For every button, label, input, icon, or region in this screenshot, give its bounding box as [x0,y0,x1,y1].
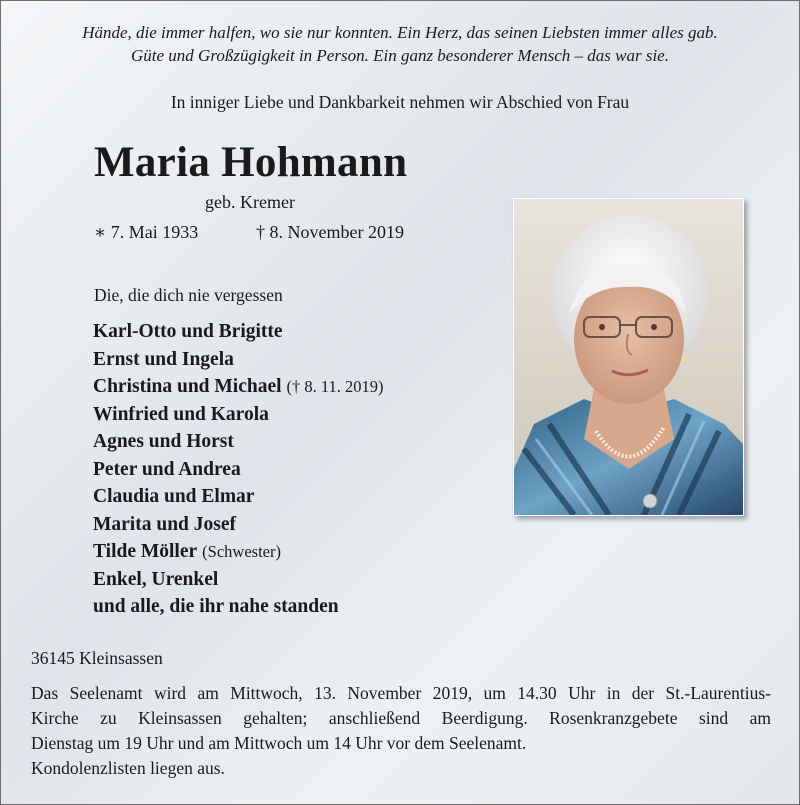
mourner-row [93,483,384,511]
mourner-name: Claudia und Elmar [93,486,255,507]
mourner-name: Marita und Josef [93,513,236,535]
mourner-row [93,593,384,621]
deceased-name: Maria Hohmann [94,139,408,186]
mourner-row [93,346,384,374]
mourner-name: und alle, die ihr nahe standen [93,596,339,617]
mourner-name: Karl-Otto und Brigitte [93,321,283,342]
mourner-row [93,373,384,401]
service-info [31,681,771,781]
intro-text: In inniger Liebe und Dankbarkeit nehmen wir Abschied von Frau [170,92,630,112]
service-line-3: Dienstag um 19 Uhr und am Mittwoch um 14 Uhr vor dem Seelenamt. [31,733,527,753]
mourner-row [93,318,384,346]
mourner-note: (Schwester) [202,542,281,561]
motto-line-1: Hände, die immer halfen, wo sie nur konnten. Ein Herz, das seinen Liebsten immer alles gab. [82,23,718,42]
service-line-2: Kirche zu Kleinsassen gehalten; anschließend Beerdigung. Rosenkranzgebete sind am [31,708,771,728]
mourner-row [93,538,384,566]
mourner-row [93,401,384,429]
birth-date: ∗ 7. Mai 1933 [94,222,199,242]
mourner-note: († 8. 11. 2019) [286,377,384,396]
location: 36145 Kleinsassen [31,648,163,668]
mourner-name: Tilde Möller [93,541,198,562]
mourner-row [93,511,384,539]
death-date: † 8. November 2019 [256,222,404,242]
mourners-intro: Die, die dich nie vergessen [94,285,283,305]
maiden-name: geb. Kremer [205,192,295,212]
motto-verse [1,21,799,67]
mourner-name: Enkel, Urenkel [93,568,219,590]
mourner-row [93,456,384,484]
mourners-list [93,318,384,621]
mourner-row [93,566,384,594]
service-line-4: Kondolenzlisten liegen aus. [31,758,225,778]
service-line-1: Das Seelenamt wird am Mittwoch, 13. November 2019, um 14.30 Uhr in der St.-Laurentius- [31,683,771,703]
mourner-name: Agnes und Horst [93,431,234,452]
portrait-photo [513,198,744,516]
mourner-name: Peter und Andrea [93,458,241,480]
mourner-row [93,428,384,456]
mourner-name: Ernst und Ingela [93,348,234,370]
mourner-name: Christina und Michael [93,376,282,397]
mourner-name: Winfried und Karola [93,403,269,425]
motto-line-2: Güte und Großzügigkeit in Person. Ein ganz besonderer Mensch – das war sie. [131,46,669,65]
